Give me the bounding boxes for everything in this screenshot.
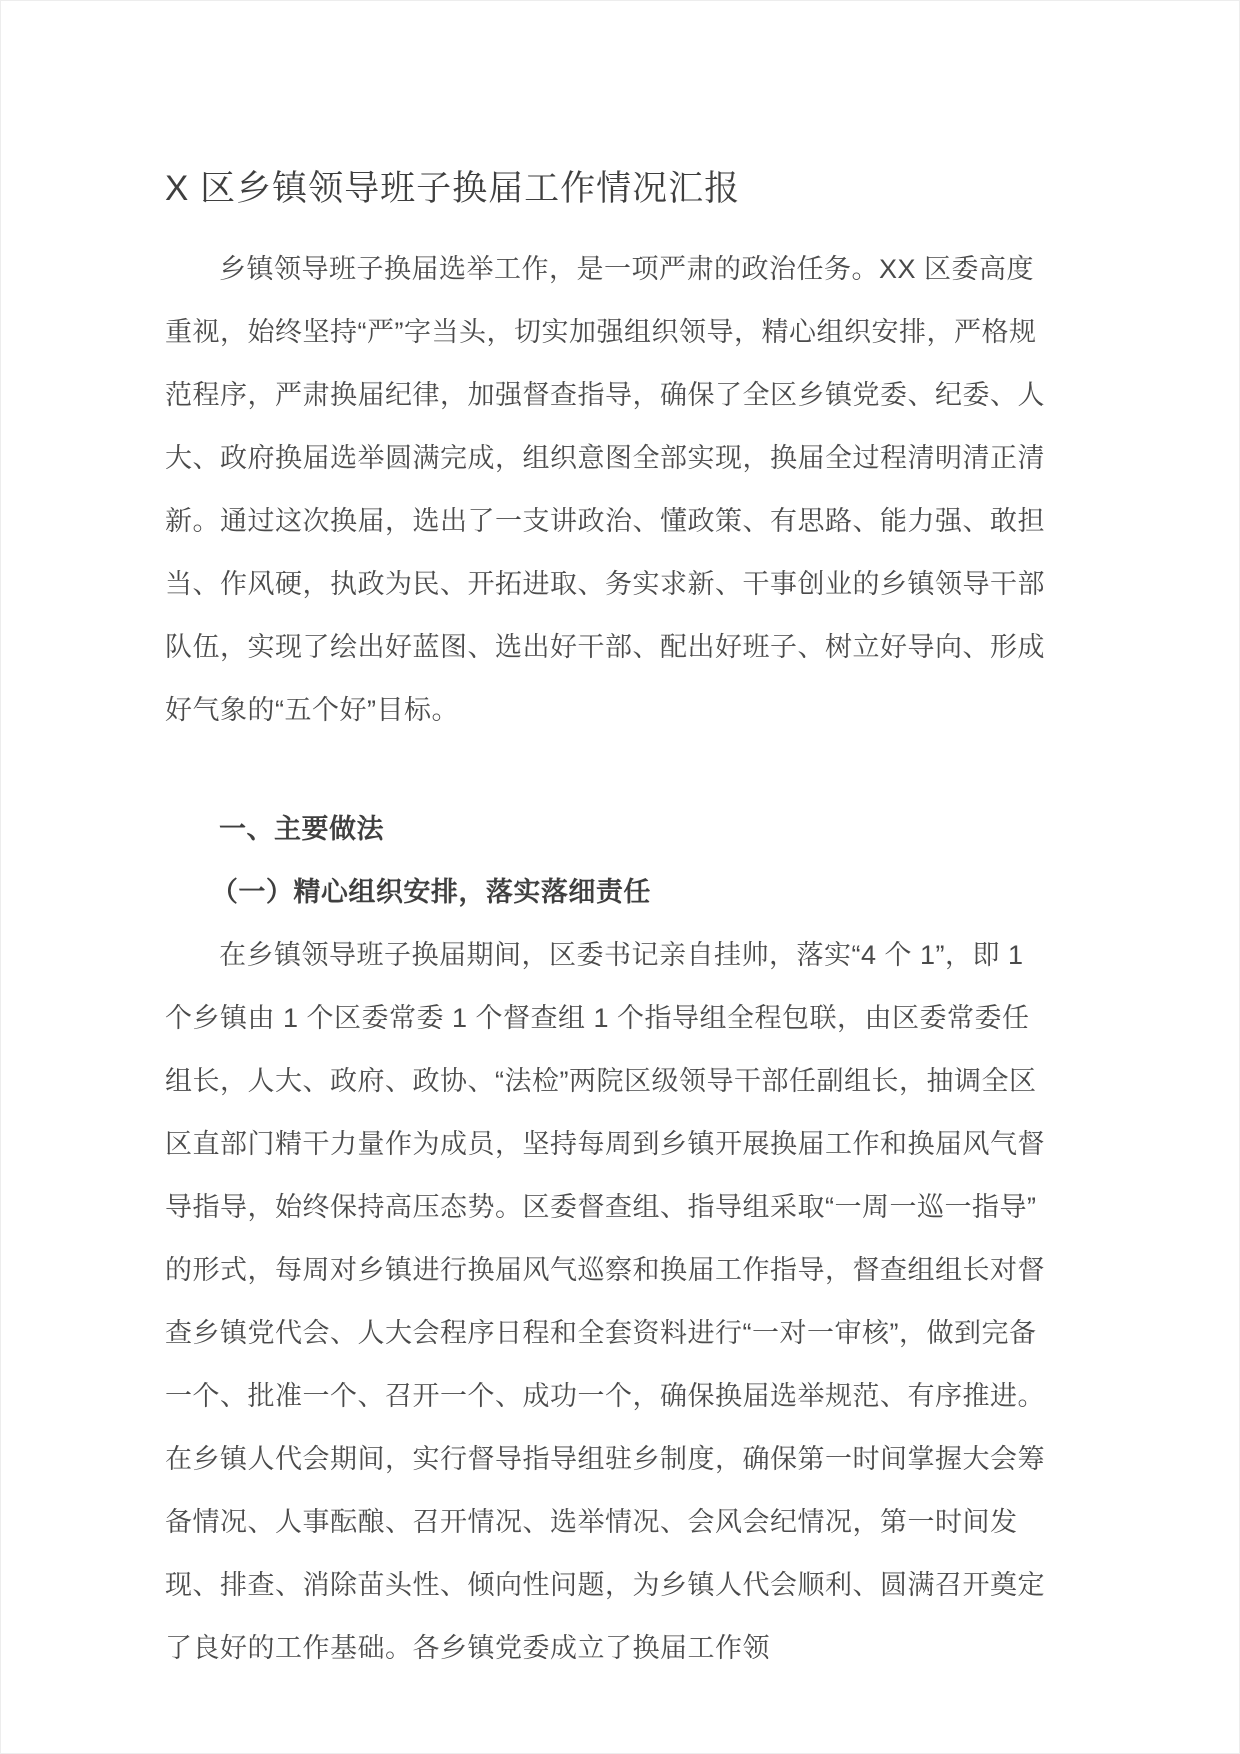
intro-paragraph: 乡镇领导班子换届选举工作，是一项严肃的政治任务。XX 区委高度重视，始终坚持“严”字当头，切实加强组织领导，精心组织安排，严格规范程序，严肃换届纪律，加强督查指导，确保了全区乡镇党委、纪委、人大、政府换届选举圆满完成，组织意图全部实现，换届全过程清明清正清新。通过这次换届，选出了一支讲政治、懂政策、有思路、能力强、敢担当、作风硬，执政为民、开拓进取、务实求新、干事创业的乡镇领导干部队伍，实现了绘出好蓝图、选出好干部、配出好班子、树立好导向、形成好气象的“五个好”目标。	[165, 254, 1045, 725]
document-title: X 区乡镇领导班子换届工作情况汇报	[165, 169, 741, 208]
subsection-heading: （一）精心组织安排，落实落细责任	[210, 877, 651, 907]
body-paragraph: 在乡镇领导班子换届期间，区委书记亲自挂帅，落实“4 个 1”，即 1 个乡镇由 1 个区委常委 1 个督查组 1 个指导组全程包联，由区委常委任组长，人大、政府、政协、“法检”两院区级领导干部任副组长，抽调全区区直部门精干力量作为成员，坚持每周到乡镇开展换届工作和换届风气督导指导，始终保持高压态势。区委督查组、指导组采取“一周一巡一指导”的形式，每周对乡镇进行换届风气巡察和换届工作指导，督查组组长对督查乡镇党代会、人大会程序日程和全套资料进行“一对一审核”，做到完备一个、批准一个、召开一个、成功一个，确保换届选举规范、有序推进。在乡镇人代会期间，实行督导指导组驻乡制度，确保第一时间掌握大会筹备情况、人事酝酿、召开情况、选举情况、会风会纪情况，第一时间发现、排查、消除苗头性、倾向性问题，为乡镇人代会顺利、圆满召开奠定了良好的工作基础。各乡镇党委成立了换届工作领	[165, 940, 1045, 1663]
section-heading: 一、主要做法	[219, 814, 384, 844]
